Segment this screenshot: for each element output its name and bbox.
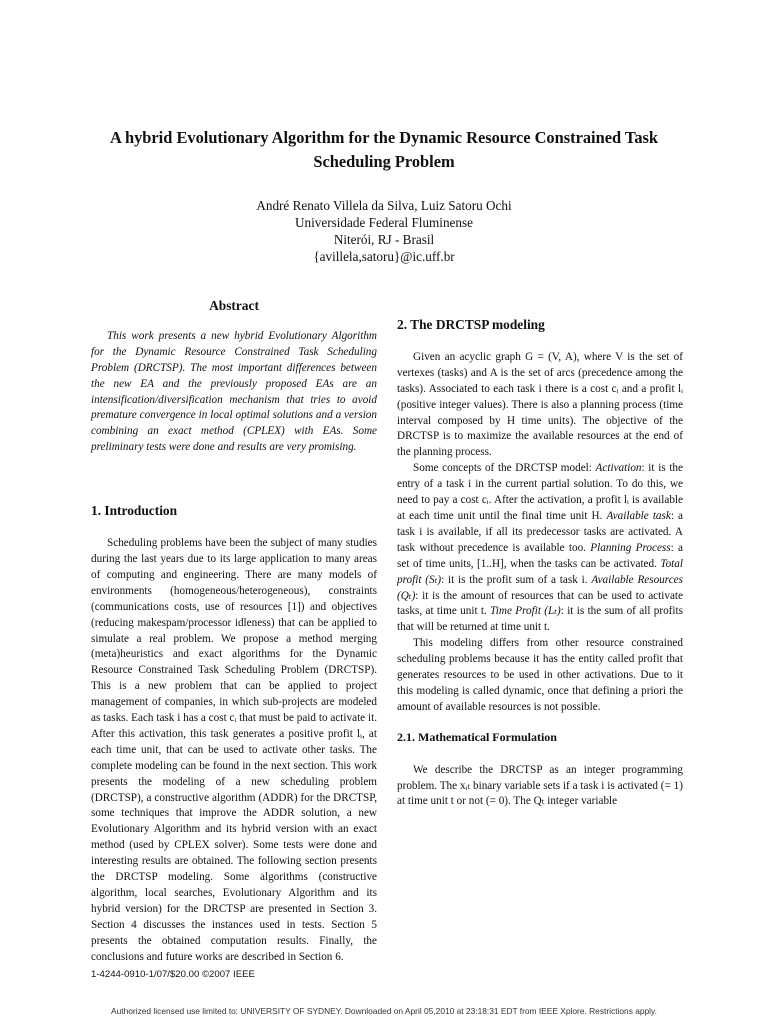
term-time-profit: Time Profit (Lₜ) <box>490 605 561 618</box>
email: {avillela,satoru}@ic.uff.br <box>313 249 455 264</box>
def-activation: : it is the entry of a task i in the current partial solution. To do this, we need to pay a cost cᵢ. After the activation, a profit lᵢ is available at each time unit until the final time unit H. <box>397 462 683 522</box>
def-available-task: : a task i is available, if all its predecessor tasks are activated. A task without precedence is available too. <box>397 509 683 554</box>
affiliation: Universidade Federal Fluminense <box>295 215 473 230</box>
term-available-resources: Available Resources (Qₜ) <box>397 573 684 602</box>
copyright-notice: 1-4244-0910-1/07/$20.00 ©2007 IEEE <box>91 969 255 980</box>
section-1-paragraph: Scheduling problems have been the subject of many studies during the last years due to its large application to many areas of computing and engineering. There are many models of environments (homogeneous/heterogeneous), constraints (communications costs, use of resources [1]) and objectives (reducing makespam/processor idleness) that can be applied to simulate a real problem. We propose a method merging (meta)heuristics and exact algorithms for the Dynamic Resource Constrained Task Scheduling Problem (DRCTSP). This is a new problem that can be applied to project management of companies, in which sub-projects are modeled as tasks. Each task i has a cost cᵢ that must be paid to activate it. After this activation, this task generates a positive profit lᵢ, at each time unit, that can be used to activate other tasks. The complete modeling can be found in the next section. This work presents the modeling of a new scheduling problem (DRCTSP), a constructive algorithm (ADDR) for the DRCTSP, some techniques that improve the ADDR solution, a new Evolutionary Algorithm and its hybrid version with an exact method (used by CPLEX solver). Some tests were done and interesting results are obtained. The following section presents the DRCTSP modeling. Some algorithms (constructive algorithm, local searches, Evolutionary Algorithm and its hybrid version) for the DRCTSP are presented in Section 3. Section 4 discusses the instances used in tests. Section 5 presents the obtained computation results. Finally, the conclusions and future works are described in Section 6. <box>91 537 377 963</box>
section-2-paragraph-1: Given an acyclic graph G = (V, A), where V is the set of vertexes (tasks) and A is the set of arcs (precedence among the tasks). Associated to each task i there is a cost cᵢ and a profit lᵢ (positive integer values). There is also a planning process (time interval composed by H time units). The objective of the DRCTSP is to maximize the available resources at the end of the planning process. <box>397 350 683 459</box>
def-planning-process: : a set of time units, [1..H], when the tasks can be activated. <box>397 541 684 570</box>
def-total-profit: : it is the profit sum of a task i. <box>441 573 592 586</box>
left-column <box>91 298 377 966</box>
author-names: André Renato Villela da Silva, Luiz Satoru Ochi <box>256 198 512 213</box>
right-column <box>397 300 683 810</box>
location: Niterói, RJ - Brasil <box>333 232 435 247</box>
term-planning-process: Planning Process <box>590 541 671 554</box>
section-1-heading: 1. Introduction <box>91 503 178 519</box>
section-2-1-paragraph: We describe the DRCTSP as an integer programming problem. The xᵢₜ binary variable sets if a task i is activated (= 1) at time unit t or not (= 0). The Qₜ integer variable <box>397 763 683 808</box>
paper-title <box>80 126 688 174</box>
term-total-profit: Total profit (Sₜ) <box>397 557 683 586</box>
author-block <box>150 197 618 265</box>
section-2-paragraph-2 <box>397 461 683 636</box>
term-available-task: Available task <box>606 509 671 522</box>
def-available-resources: : it is the amount of resources that can be used to activate tasks, at time unit t. <box>397 589 683 618</box>
section-2-heading: 2. The DRCTSP modeling <box>397 317 545 332</box>
title-line-1: A hybrid Evolutionary Algorithm for the Dynamic Resource Constrained Task <box>109 128 659 147</box>
title-line-2: Scheduling Problem <box>313 152 455 171</box>
abstract-text: This work presents a new hybrid Evolutionary Algorithm for the Dynamic Resource Constrained Task Scheduling Problem (DRCTSP). The most important differences between the new EA and the previously proposed EAs are an intensification/diversification mechanism that tries to avoid premature convergence in local optimal solutions and a version combining an exact method (CPLEX) with EAs. Some preliminary tests were done and results are very promising. <box>91 329 377 454</box>
term-activation: Activation <box>595 462 642 475</box>
section-2-paragraph-3: This modeling differs from other resource constrained scheduling problems because it has the entity called profit that generates resources to be used in other activations. Due to it this modeling is called dynamic, once that defining a priori the amount of available resources is not possible. <box>397 637 683 713</box>
section-2-1-heading: 2.1. Mathematical Formulation <box>397 729 557 744</box>
license-notice: Authorized licensed use limited to: UNIVERSITY OF SYDNEY. Downloaded on April 05,2010 at 23:18:31 EDT from IEEE Xplore. Restrictions apply. <box>111 1006 657 1016</box>
concepts-intro: Some concepts of the DRCTSP model: <box>413 462 596 475</box>
abstract-heading: Abstract <box>209 298 259 313</box>
def-time-profit: : it is the sum of all profits that will be returned at time unit t. <box>397 605 683 634</box>
